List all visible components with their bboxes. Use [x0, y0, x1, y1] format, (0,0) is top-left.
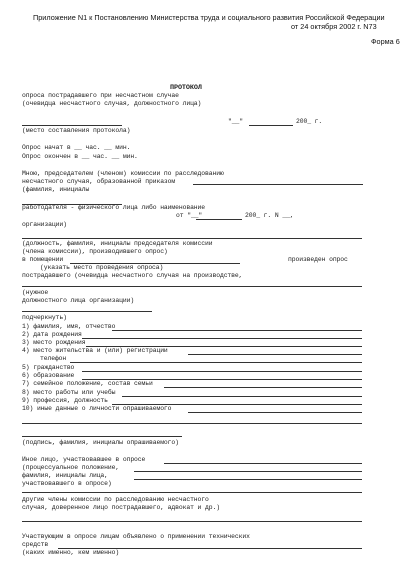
item-10-extra-line [22, 423, 362, 424]
item-4b-line [70, 362, 362, 363]
other-person-line-1 [164, 463, 362, 464]
document-title: ПРОТОКОЛ [170, 84, 202, 92]
employer-line-3: 200_ г. N __, [245, 212, 294, 219]
announce-hint: (каких именно, кем именно) [22, 549, 120, 556]
order-line [193, 184, 363, 185]
form-label: Форма 6 [371, 37, 400, 46]
employer-date-line [196, 219, 242, 220]
room-hint: (указать место проведения опроса) [40, 264, 164, 271]
item-2: 2) дата рождения [22, 331, 82, 338]
victim-fill-line [22, 286, 362, 287]
other-person-3: фамилия, инициалы лица, [22, 472, 108, 479]
members-line [22, 521, 362, 522]
item-6: 6) образование [22, 372, 75, 379]
item-5: 5) гражданство [22, 364, 75, 371]
announce-line-1: Участвующим в опросе лицам объявлено о применении технических [22, 533, 250, 540]
commission-line-1: Мною, председателем (членом) комиссии по расследованию [22, 170, 224, 177]
employer-line-4: организации) [22, 221, 67, 228]
commission-line-2: несчастного случая, образованной приказом [22, 178, 176, 185]
place-hint: (место составления протокола) [22, 127, 131, 134]
room-label: в помещении [22, 256, 64, 263]
commission-line-3: (фамилия, инициалы [22, 186, 90, 193]
other-person-line-4 [22, 492, 362, 493]
announce-line-2: средств [22, 541, 49, 548]
official-fill-line [22, 311, 152, 312]
employer-line-2: от "__" [176, 212, 203, 219]
room-label-2: произведен опрос [288, 256, 348, 263]
item-4a: 4) место жительства и (или) регистрации [22, 347, 168, 354]
signature-hint: (подпись, фамилия, инициалы опрашиваемого) [22, 439, 179, 446]
document-subtitle-2: (очевидца несчастного случая, должностного лица) [22, 100, 202, 107]
other-person-line-3 [134, 479, 362, 480]
end-time-line: Опрос окончен в __ час. __ мин. [22, 153, 138, 160]
item-9: 9) профессия, должность [22, 397, 108, 404]
position-hint-2: (члена комиссии), производившего опрос) [22, 248, 168, 255]
members-hint-1: другие члены комиссии по расследованию несчастного [22, 496, 209, 503]
other-person-4: участвовавшего в опросе) [22, 480, 112, 487]
item-7: 7) семейное положение, состав семьи [22, 380, 153, 387]
official-hint-3: подчеркнуть) [22, 314, 67, 321]
signature-line [22, 436, 182, 437]
item-3: 3) место рождения [22, 339, 86, 346]
item-10-line [188, 412, 362, 413]
date-quote: "__" [228, 118, 243, 125]
employer-line-1: работодателя - физического лица либо наименование [22, 204, 206, 211]
annex-line-1: Приложение N1 к Постановлению Министерства труда и социального развития Российской Федерации [33, 13, 385, 22]
date-month-line [249, 125, 293, 126]
position-line [22, 238, 362, 239]
item-1-line [112, 330, 362, 331]
item-2-line [82, 338, 362, 339]
item-8-line [122, 396, 362, 397]
item-7-line [164, 387, 362, 388]
item-1: 1) фамилия, имя, отчество [22, 323, 116, 330]
position-hint-1: (должность, фамилия, инициалы председателя комиссии [22, 240, 213, 247]
official-hint-2: должностного лица организации) [22, 297, 135, 304]
document-subtitle-1: опроса пострадавшего при несчастном случае [22, 92, 179, 99]
annex-line-2: от 24 октября 2002 г. N73 [291, 22, 377, 31]
item-5-line [82, 371, 362, 372]
date-year: 200_ г. [296, 118, 323, 125]
item-8: 8) место работы или учебы [22, 389, 116, 396]
start-time-line: Опрос начат в __ час. __ мин. [22, 144, 131, 151]
other-person-line-2 [134, 471, 362, 472]
members-hint-2: случая, доверенное лицо пострадавшего, адвокат и др.) [22, 504, 220, 511]
item-10: 10) иные данные о личности опрашиваемого [22, 405, 172, 412]
place-line [22, 125, 122, 126]
victim-line: пострадавшего (очевидца несчастного случая на производстве, [22, 272, 243, 279]
item-4b: телефон [40, 355, 67, 362]
other-person-2: (процессуальное положение, [22, 464, 120, 471]
other-person-1: Иное лицо, участвовавшее в опросе [22, 456, 146, 463]
item-4-line [188, 354, 362, 355]
official-hint-1: (нужное [22, 289, 49, 296]
